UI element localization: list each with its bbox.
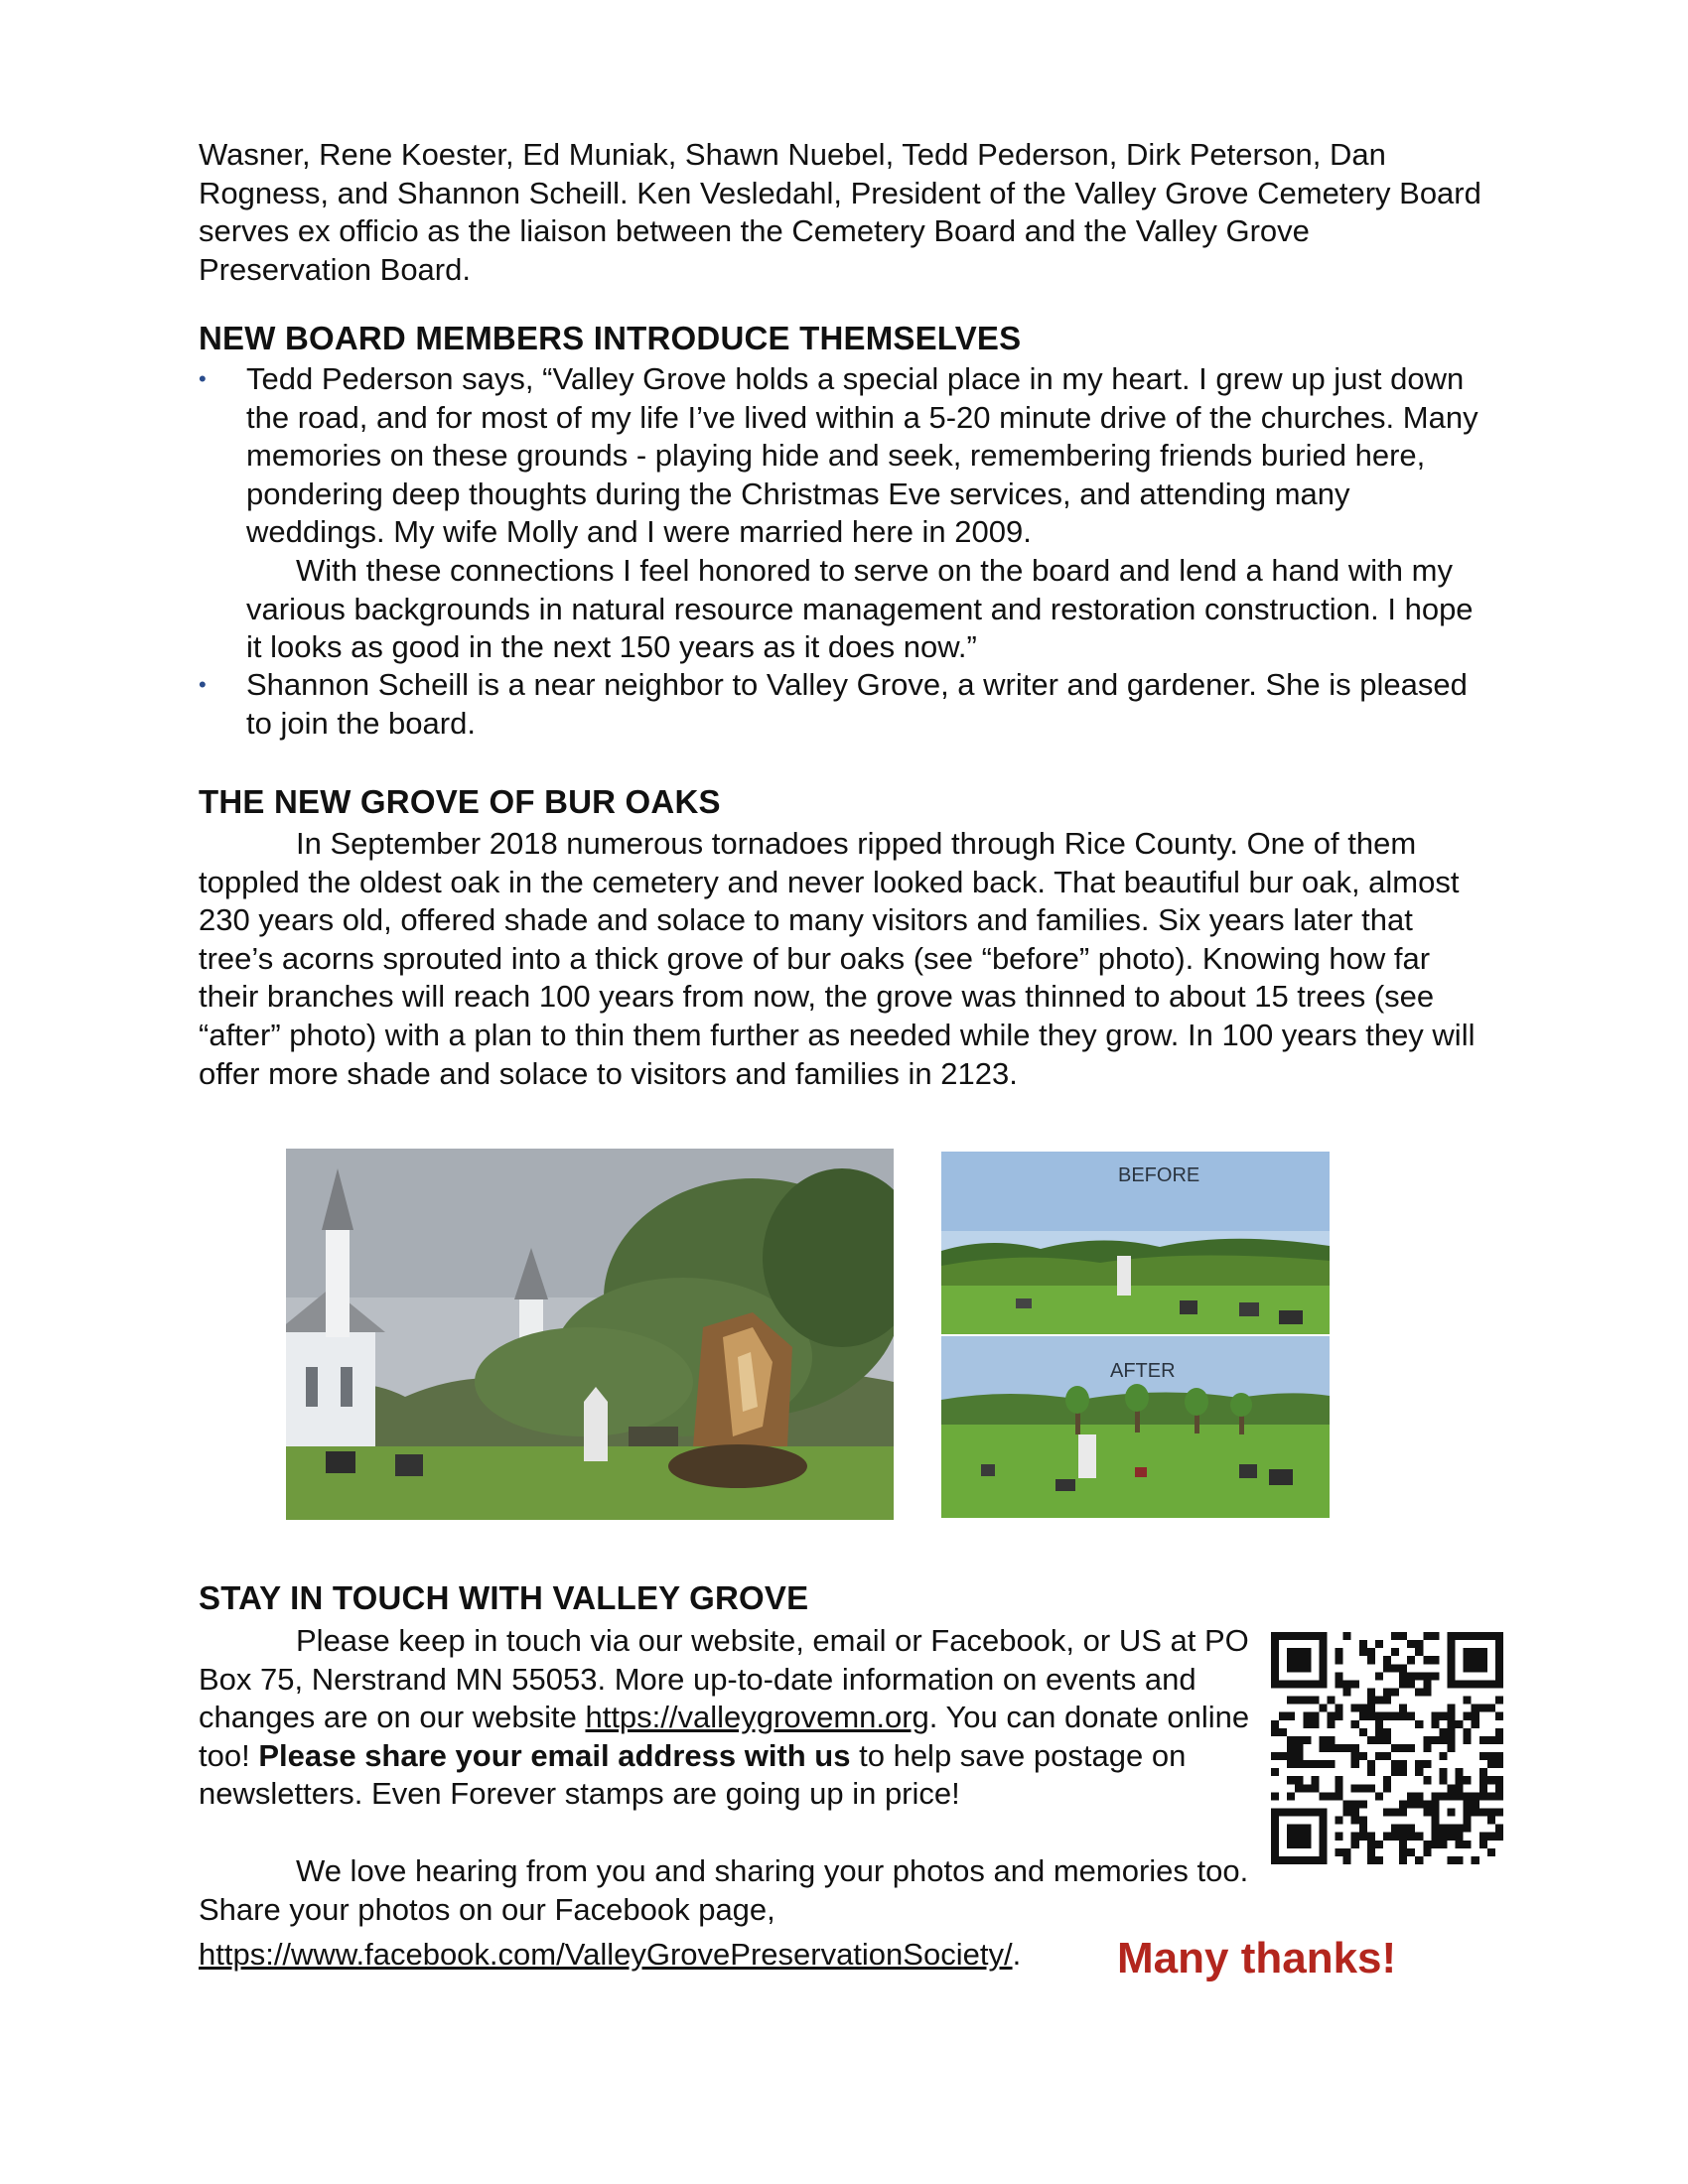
before-after-photo [941,1152,1330,1518]
before-label: BEFORE [1118,1164,1200,1186]
website-link[interactable]: https://valleygrovemn.org [585,1700,929,1735]
contact-paragraph-2: We love hearing from you and sharing your photos and memories too. Share your photos on our Facebook page, [199,1853,1249,1927]
qr-code-icon[interactable] [1271,1632,1503,1864]
board-bullet-scheill [199,666,1489,743]
after-label: AFTER [1110,1360,1176,1382]
facebook-link[interactable]: https://www.facebook.com/ValleyGrovePreservationSociety/ [199,1937,1013,1972]
bullet-icon: • [199,366,207,391]
bullet-icon: • [199,672,207,697]
intro-paragraph: Wasner, Rene Koester, Ed Muniak, Shawn Nuebel, Tedd Pederson, Dirk Peterson, Dan Rogness, and Shannon Scheill. Ken Vesledahl, President of the Valley Grove Cemetery Board serves ex officio as the liaison between the Cemetery Board and the Valley Grove Preservation Board. [199,137,1481,287]
contact-paragraph-1: Please keep in touch via our website, email or Facebook, or US at PO Box 75, Nerstrand MN 55053. More up-to-date information on events and changes are on our website https://valleygrovemn.org. You can donate online too! Please share your email address with us to help save postage on newsletters. Even Forever stamps are going up in price! [199,1623,1250,1812]
contact-heading: STAY IN TOUCH WITH VALLEY GROVE [199,1579,809,1616]
board-bullet-pederson [199,360,1489,667]
pederson-statement-continued: With these connections I feel honored to serve on the board and lend a hand with my various backgrounds in natural resource management and restoration construction. I hope it looks as good in the next 150 years as it does now.” [246,552,1474,665]
facebook-line: https://www.facebook.com/ValleyGrovePreservationSociety/. [199,1937,1022,1972]
pederson-statement: Tedd Pederson says, “Valley Grove holds a special place in my heart. I grew up just down the road, and for most of my life I’ve lived within a 5-20 minute drive of the churches. Many memories on these grounds - playing hide and seek, remembering friends buried here, pondering deep thoughts during the Christmas Eve services, and attending many weddings. My wife Molly and I were married here in 2009. [246,361,1478,550]
oaks-paragraph: In September 2018 numerous tornadoes ripped through Rice County. One of them toppled the oldest oak in the cemetery and never looked back. That beautiful bur oak, almost 230 years old, offered shade and solace to many visitors and families. Six years later that tree’s acorns sprouted into a thick grove of bur oaks (see “before” photo). Knowing how far their branches will reach 100 years from now, the grove was thinned to about 15 trees (see “after” photo) with a plan to thin them further as needed while they grow. In 100 years they will offer more shade and solace to visitors and families in 2123. [199,826,1476,1091]
many-thanks: Many thanks! [1117,1934,1397,1982]
scheill-statement: Shannon Scheill is a near neighbor to Valley Grove, a writer and gardener. She is pleased to join the board. [246,667,1468,741]
oaks-heading: THE NEW GROVE OF BUR OAKS [199,783,721,820]
fallen-oak-photo [286,1149,894,1520]
share-email-callout: Please share your email address with us [258,1737,851,1773]
board-heading: NEW BOARD MEMBERS INTRODUCE THEMSELVES [199,320,1022,356]
